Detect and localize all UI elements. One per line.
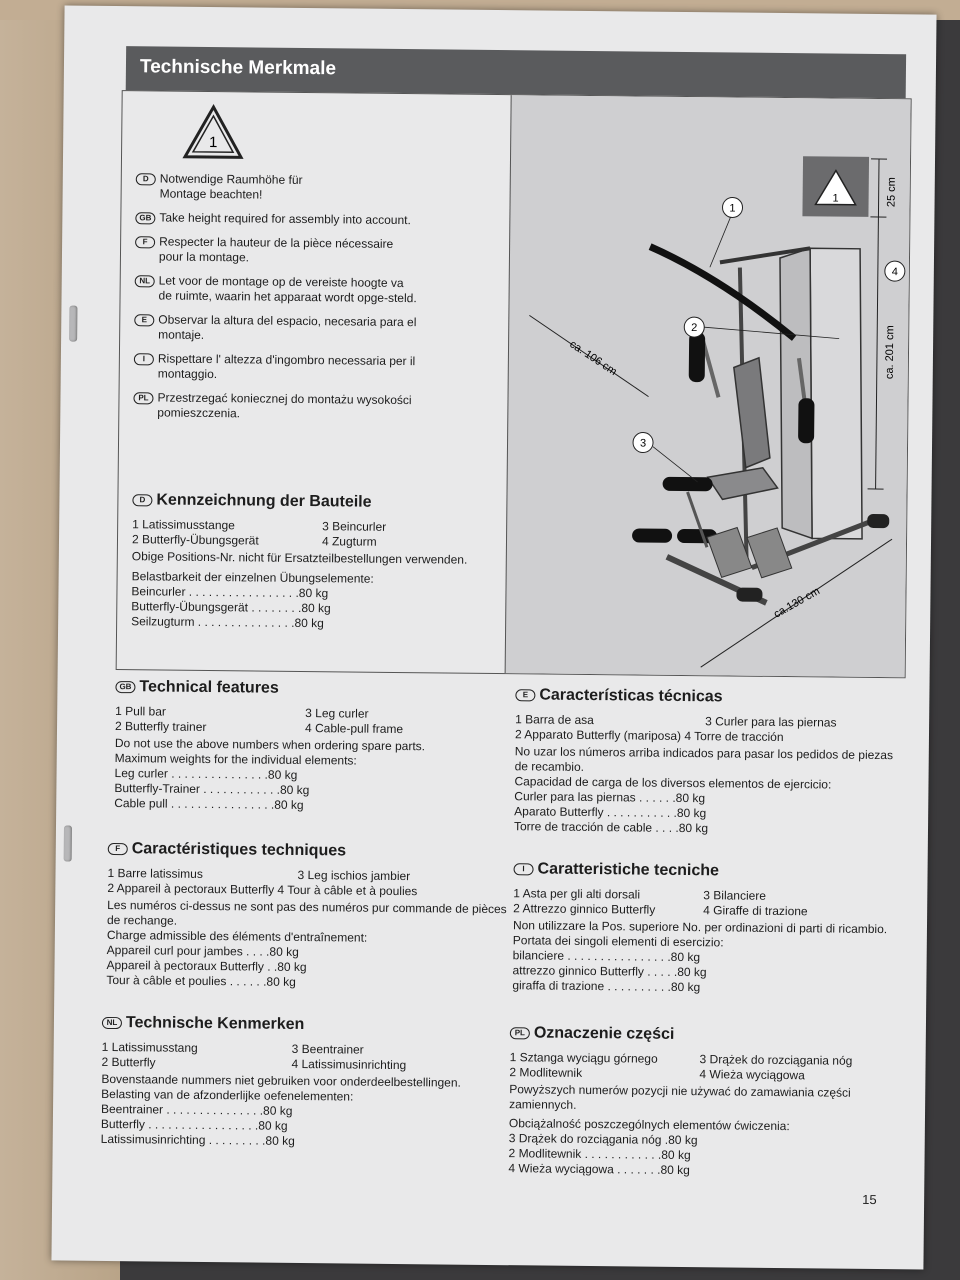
home-gym-illustration [506, 95, 912, 677]
section-heading [102, 1014, 512, 1036]
heading-text: Technical features [139, 678, 279, 697]
load-item: Butterfly-Trainer . . . . . . . . . . . .80 kg [114, 781, 310, 798]
lang-badge: E [134, 314, 154, 326]
load-item: Appareil à pectoraux Butterfly . .80 kg [106, 957, 307, 975]
part-item: 3 Leg curler [305, 706, 369, 721]
dim-width-label: ca.130 cm [771, 585, 822, 621]
spare-parts-note: Do not use the above numbers when ordering spare parts. [114, 736, 426, 754]
leg-roller [663, 477, 713, 492]
callout-4: 4 [891, 266, 898, 279]
section-heading [515, 686, 895, 708]
warning-number: 1 [208, 133, 218, 152]
section-heading [132, 491, 502, 513]
warning-text: Rispettare l' altezza d'ingombro necessaria per il montaggio. [157, 351, 416, 382]
load-title: Belasting van de afzonderlijke oefenelementen: [101, 1086, 354, 1104]
heading-text: Caratteristiche tecniche [537, 860, 720, 880]
load-title: Charge admissible des éléments d'entraînement: [106, 927, 368, 945]
part-item: 4 Latissimusinrichting [291, 1056, 407, 1073]
spare-parts-note: Bovenstaande nummers niet gebruiken voor onderdeelbestellingen. [101, 1071, 461, 1090]
part-item: 2 Attrezzo ginnico Butterfly [513, 901, 656, 917]
spare-parts-note: Powyższych numerów pozycji nie używać do zamawiania części zamiennych. [509, 1082, 851, 1112]
parts-list [131, 517, 502, 633]
part-item: 1 Latissimusstang [101, 1039, 198, 1055]
load-item: bilanciere . . . . . . . . . . . . . . . .80 kg [512, 948, 701, 965]
part-item: 3 Drążek do rozciągania nóg [699, 1052, 853, 1068]
parts-list [508, 1050, 889, 1180]
part-item: 4 Zugturm [321, 534, 377, 549]
warning-item-nl [134, 273, 504, 307]
part-item: 1 Latissimusstange [132, 517, 235, 533]
butterfly-pad [798, 398, 814, 443]
warning-text: Take height required for assembly into account. [159, 210, 411, 228]
load-item: Curler para las piernas . . . . . .80 kg [514, 789, 706, 806]
part-item: 1 Barra de asa [515, 712, 594, 728]
lang-badge: NL [135, 275, 155, 287]
machine-diagram [505, 95, 911, 677]
parts-list [101, 1040, 512, 1151]
section-heading [108, 840, 508, 862]
dim-depth-label: ca. 106 cm [567, 338, 619, 379]
parts-list [114, 704, 505, 815]
load-item: Latissimusinrichting . . . . . . . . .80 kg [100, 1131, 295, 1148]
parts-list [106, 866, 507, 992]
parts-list [514, 712, 895, 838]
warning-item-d [136, 171, 506, 205]
callout-2: 2 [691, 322, 698, 335]
lang-badge: I [134, 353, 154, 365]
load-title: Capacidad de carga de los diversos elementos de ejercicio: [514, 774, 832, 792]
top-box [116, 90, 912, 678]
load-item: attrezzo ginnico Butterfly . . . . .80 kg [512, 963, 707, 980]
load-item: 4 Wieża wyciągowa . . . . . . .80 kg [508, 1161, 690, 1178]
binding-staple [69, 306, 77, 342]
cable-tower [807, 248, 865, 539]
part-item: 3 Curler para las piernas [705, 714, 837, 730]
load-item: Leg curler . . . . . . . . . . . . . . .80 kg [114, 766, 298, 782]
spare-parts-note: Les numéros ci-dessus ne sont pas des numéros pur commande de pièces de rechange. [106, 897, 507, 928]
warning-text: Notwendige Raumhöhe für Montage beachten! [159, 171, 303, 202]
warning-item-pl [133, 390, 503, 424]
load-item: Aparato Butterfly . . . . . . . . . . .80 kg [514, 804, 707, 821]
warning-text: Observar la altura del espacio, necesaria para el montaje. [158, 312, 417, 342]
part-item: 2 Modlitewnik [509, 1065, 583, 1080]
part-item: 3 Beincurler [322, 519, 387, 534]
callout-4-wrapper [883, 259, 907, 283]
spare-parts-note: Non utilizzare la Pos. superiore No. per ordinazioni di parti di ricambio. [512, 918, 888, 937]
section-heading [510, 1024, 890, 1046]
spare-parts-note: Obige Positions-Nr. nicht für Ersatzteilbestellungen verwenden. [131, 549, 468, 567]
section-e [514, 686, 896, 838]
load-title: Obciążalność poszczególnych elementów ćwiczenia: [508, 1116, 790, 1134]
lang-badge: PL [133, 392, 153, 404]
warning-item-i [134, 351, 504, 385]
section-f [106, 840, 508, 992]
lang-badge: F [108, 843, 128, 855]
load-title: Portata dei singoli elementi di esercizio: [512, 933, 724, 950]
part-item: 3 Bilanciere [703, 888, 767, 903]
load-item: Butterfly-Übungsgerät . . . . . . . .80 kg [131, 599, 331, 616]
warning-text: Let voor de montage op de vereiste hoogte va de ruimte, waarin het apparaat wordt opge-steld. [158, 273, 417, 306]
load-item: 3 Drążek do rozciągania nóg .80 kg [508, 1131, 698, 1148]
section-gb [114, 678, 505, 815]
load-item: 2 Modlitewnik . . . . . . . . . . . .80 kg [508, 1146, 691, 1163]
load-item: Beentrainer . . . . . . . . . . . . . . .80 kg [100, 1101, 293, 1118]
lang-badge: D [136, 173, 156, 185]
parts-list [512, 886, 893, 997]
lang-badge: I [514, 863, 534, 875]
part-item: 2 Apparato Butterfly (mariposa) [514, 727, 682, 743]
spare-parts-note: No uzar los números arriba indicados para pasar los pedidos de piezas de recambio. [514, 744, 894, 774]
dim-height-label: ca. 201 cm [883, 325, 897, 380]
part-item: 3 Leg ischios jambier [297, 867, 411, 884]
load-item: Tour à câble et poulies . . . . . .80 kg [106, 972, 296, 989]
section-pl [508, 1024, 890, 1180]
load-item: giraffa di trazione . . . . . . . . . .80 kg [512, 978, 701, 995]
manual-page [51, 5, 936, 1269]
part-item: 4 Torre de tracción [684, 728, 784, 745]
part-item: 3 Beentrainer [291, 1041, 364, 1057]
part-item: 2 Butterfly trainer [114, 719, 207, 734]
part-item: 4 Cable-pull frame [304, 721, 404, 737]
load-item: Seilzugturm . . . . . . . . . . . . . . .80 kg [131, 614, 324, 631]
heading-text: Kennzeichnung der Bauteile [156, 491, 372, 511]
part-item: 2 Butterfly-Übungsgerät [131, 532, 259, 548]
load-item: Cable pull . . . . . . . . . . . . . . . .80 kg [114, 796, 304, 813]
warning-list [133, 171, 506, 433]
warning-text: Przestrzegać koniecznej do montażu wysokości pomieszczenia. [157, 390, 412, 421]
heading-text: Technische Kenmerken [125, 1014, 305, 1034]
load-title: Maximum weights for the individual elements: [114, 751, 357, 768]
load-item: Beincurler . . . . . . . . . . . . . . . . .80 kg [131, 584, 329, 601]
page-number: 15 [862, 1191, 877, 1208]
section-i [512, 860, 893, 997]
lang-badge: NL [102, 1017, 122, 1029]
lang-badge: GB [115, 681, 135, 693]
load-item: Appareil curl pour jambes . . . .80 kg [106, 942, 299, 959]
part-item: 1 Pull bar [115, 704, 166, 719]
warning-item-e [134, 312, 504, 346]
back-pad [733, 357, 771, 467]
lang-badge: GB [135, 212, 155, 224]
part-item: 4 Giraffe di trazione [703, 903, 808, 919]
callout-3: 3 [639, 437, 647, 450]
lang-badge: F [135, 236, 155, 248]
part-item: 1 Asta per gli alti dorsali [513, 886, 641, 902]
binding-staple [64, 826, 72, 862]
load-item: Butterfly . . . . . . . . . . . . . . . . .80 kg [100, 1116, 288, 1133]
callout-1: 1 [729, 202, 736, 215]
lang-badge: E [515, 689, 535, 701]
section-heading [513, 860, 893, 882]
page-title: Technische Merkmale [139, 56, 337, 80]
dim-top-label: 25 cm [885, 177, 898, 208]
heading-text: Caractéristiques techniques [131, 840, 347, 860]
section-heading [115, 678, 505, 700]
part-item: 2 Appareil à pectoraux Butterfly [107, 880, 275, 897]
leg-roller [632, 528, 672, 542]
warning-item-gb [135, 210, 505, 229]
heading-text: Oznaczenie części [533, 1024, 675, 1043]
part-item: 2 Butterfly [101, 1054, 156, 1070]
lang-badge: PL [510, 1027, 530, 1039]
diagram-warn-number: 1 [832, 192, 839, 205]
load-item: Torre de tracción de cable . . . .80 kg [513, 819, 709, 836]
warning-text: Respecter la hauteur de la pièce nécessaire pour la montage. [158, 234, 394, 265]
section-de [131, 491, 502, 633]
seat [707, 467, 777, 500]
butterfly-pad [689, 332, 706, 382]
lang-badge: D [132, 494, 152, 506]
load-title: Belastbarkeit der einzelnen Übungselemente: [131, 569, 374, 586]
part-item: 4 Tour à câble et à poulies [277, 882, 418, 899]
part-item: 1 Barre latissimus [107, 865, 203, 881]
warning-triangle-icon [182, 104, 245, 161]
warning-item-f [135, 234, 505, 268]
heading-text: Características técnicas [539, 686, 723, 706]
part-item: 4 Wieża wyciągowa [699, 1067, 805, 1083]
section-nl [101, 1014, 512, 1151]
part-item: 1 Sztanga wyciągu górnego [509, 1050, 658, 1066]
